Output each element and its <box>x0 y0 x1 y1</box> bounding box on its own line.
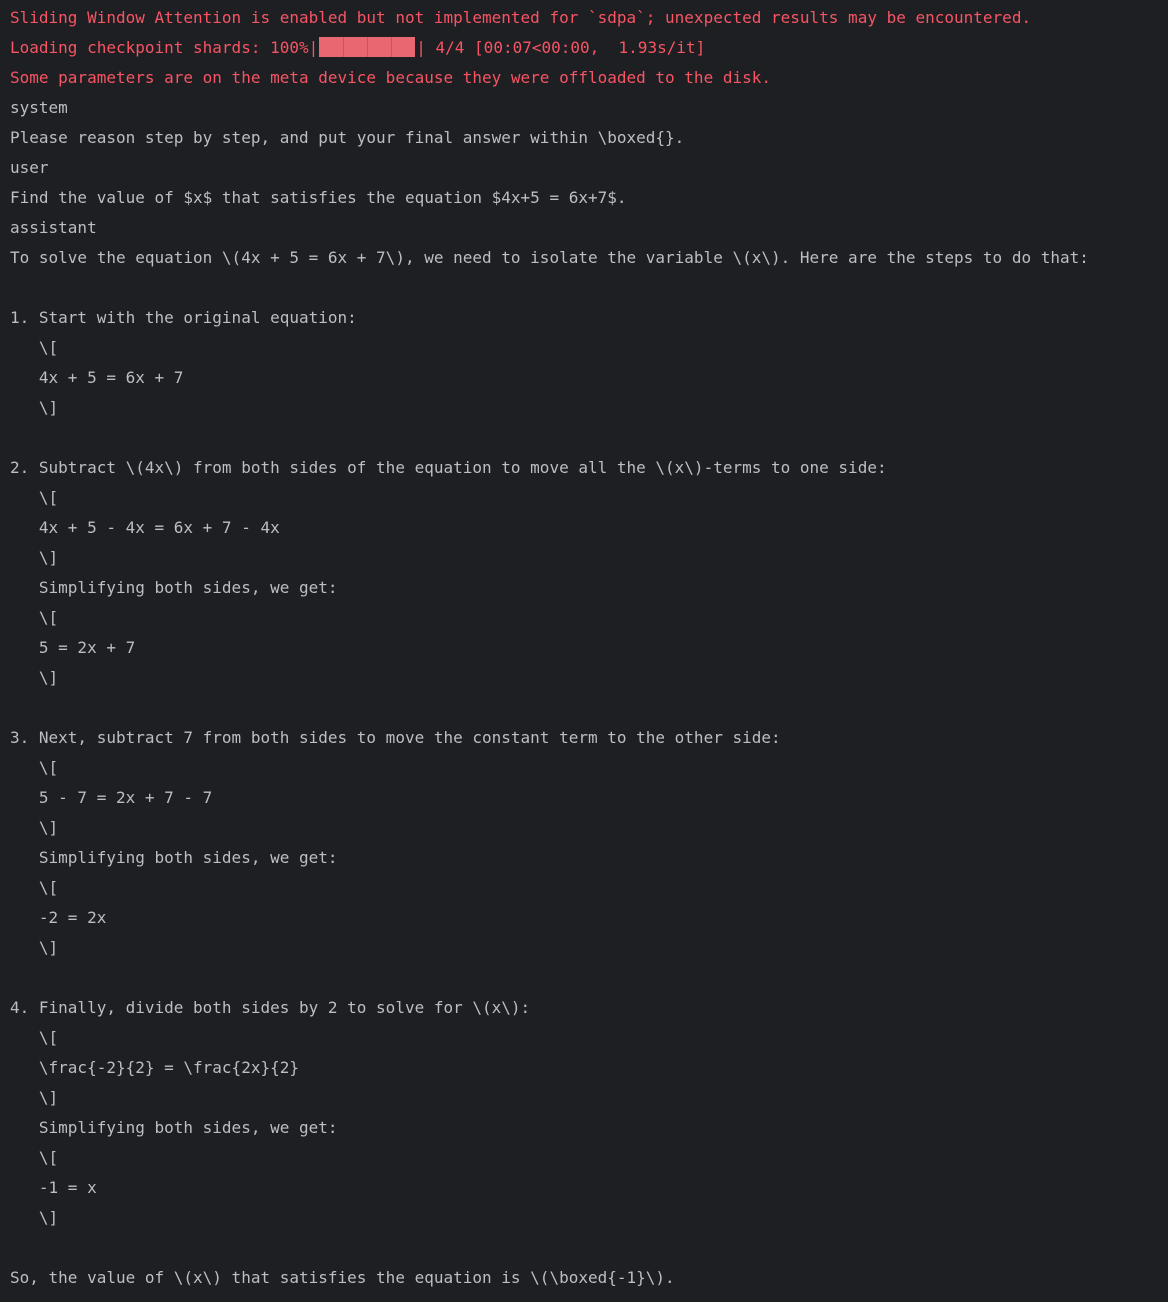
progress-bar-segment <box>367 37 368 57</box>
progress-suffix: | 4/4 [00:07<00:00, 1.93s/it] <box>416 38 706 57</box>
output-line: \] <box>10 1088 59 1107</box>
output-line: \[ <box>10 608 59 627</box>
sliding-window-warning: Sliding Window Attention is enabled but not implemented for `sdpa`; unexpected results may be encountered. <box>10 8 1032 27</box>
output-line: Find the value of $x$ that satisfies the equation $4x+5 = 6x+7$. <box>10 188 627 207</box>
output-line: 4x + 5 - 4x = 6x + 7 - 4x <box>10 518 280 537</box>
output-line: To solve the equation \(4x + 5 = 6x + 7\), we need to isolate the variable \(x\). Here are the steps to do that: <box>10 248 1089 267</box>
output-line <box>10 1233 1168 1263</box>
output-line: So, the value of \(x\) that satisfies the equation is \(\boxed{-1}\). <box>10 1268 675 1287</box>
output-line: \[ <box>10 488 59 507</box>
output-line: Please reason step by step, and put your final answer within \boxed{}. <box>10 128 685 147</box>
output-line: Simplifying both sides, we get: <box>10 848 338 867</box>
progress-prefix: Loading checkpoint shards: 100%| <box>10 38 319 57</box>
output-line: 2. Subtract \(4x\) from both sides of the equation to move all the \(x\)-terms to one side: <box>10 458 887 477</box>
output-line <box>10 963 1168 993</box>
output-line: 5 - 7 = 2x + 7 - 7 <box>10 788 213 807</box>
output-line: \] <box>10 548 59 567</box>
output-line: 3. Next, subtract 7 from both sides to move the constant term to the other side: <box>10 728 781 747</box>
output-line: \] <box>10 398 59 417</box>
output-line: assistant <box>10 218 97 237</box>
offload-warning: Some parameters are on the meta device because they were offloaded to the disk. <box>10 68 771 87</box>
output-line: \[ <box>10 1028 59 1047</box>
output-line: 5 = 2x + 7 <box>10 638 136 657</box>
output-line: \[ <box>10 758 59 777</box>
output-line: 4. Finally, divide both sides by 2 to solve for \(x\): <box>10 998 531 1017</box>
progress-bar-segment <box>391 37 392 57</box>
output-line: \] <box>10 668 59 687</box>
output-line: Simplifying both sides, we get: <box>10 1118 338 1137</box>
output-line: -2 = 2x <box>10 908 107 927</box>
output-line: \] <box>10 938 59 957</box>
progress-bar-segment <box>343 37 344 57</box>
output-line: \] <box>10 818 59 837</box>
output-line <box>10 423 1168 453</box>
output-line: user <box>10 158 49 177</box>
output-line: -1 = x <box>10 1178 97 1197</box>
output-line <box>10 693 1168 723</box>
output-line <box>10 273 1168 303</box>
output-line: 4x + 5 = 6x + 7 <box>10 368 184 387</box>
output-line: \] <box>10 1208 59 1227</box>
output-line: Simplifying both sides, we get: <box>10 578 338 597</box>
output-line: \[ <box>10 878 59 897</box>
output-line: system <box>10 98 68 117</box>
output-line: 1. Start with the original equation: <box>10 308 357 327</box>
output-line: \[ <box>10 338 59 357</box>
checkpoint-progress-line <box>10 33 1168 63</box>
output-line: \[ <box>10 1148 59 1167</box>
model-output <box>10 93 1168 1293</box>
output-line: \frac{-2}{2} = \frac{2x}{2} <box>10 1058 299 1077</box>
progress-bar <box>319 37 415 57</box>
